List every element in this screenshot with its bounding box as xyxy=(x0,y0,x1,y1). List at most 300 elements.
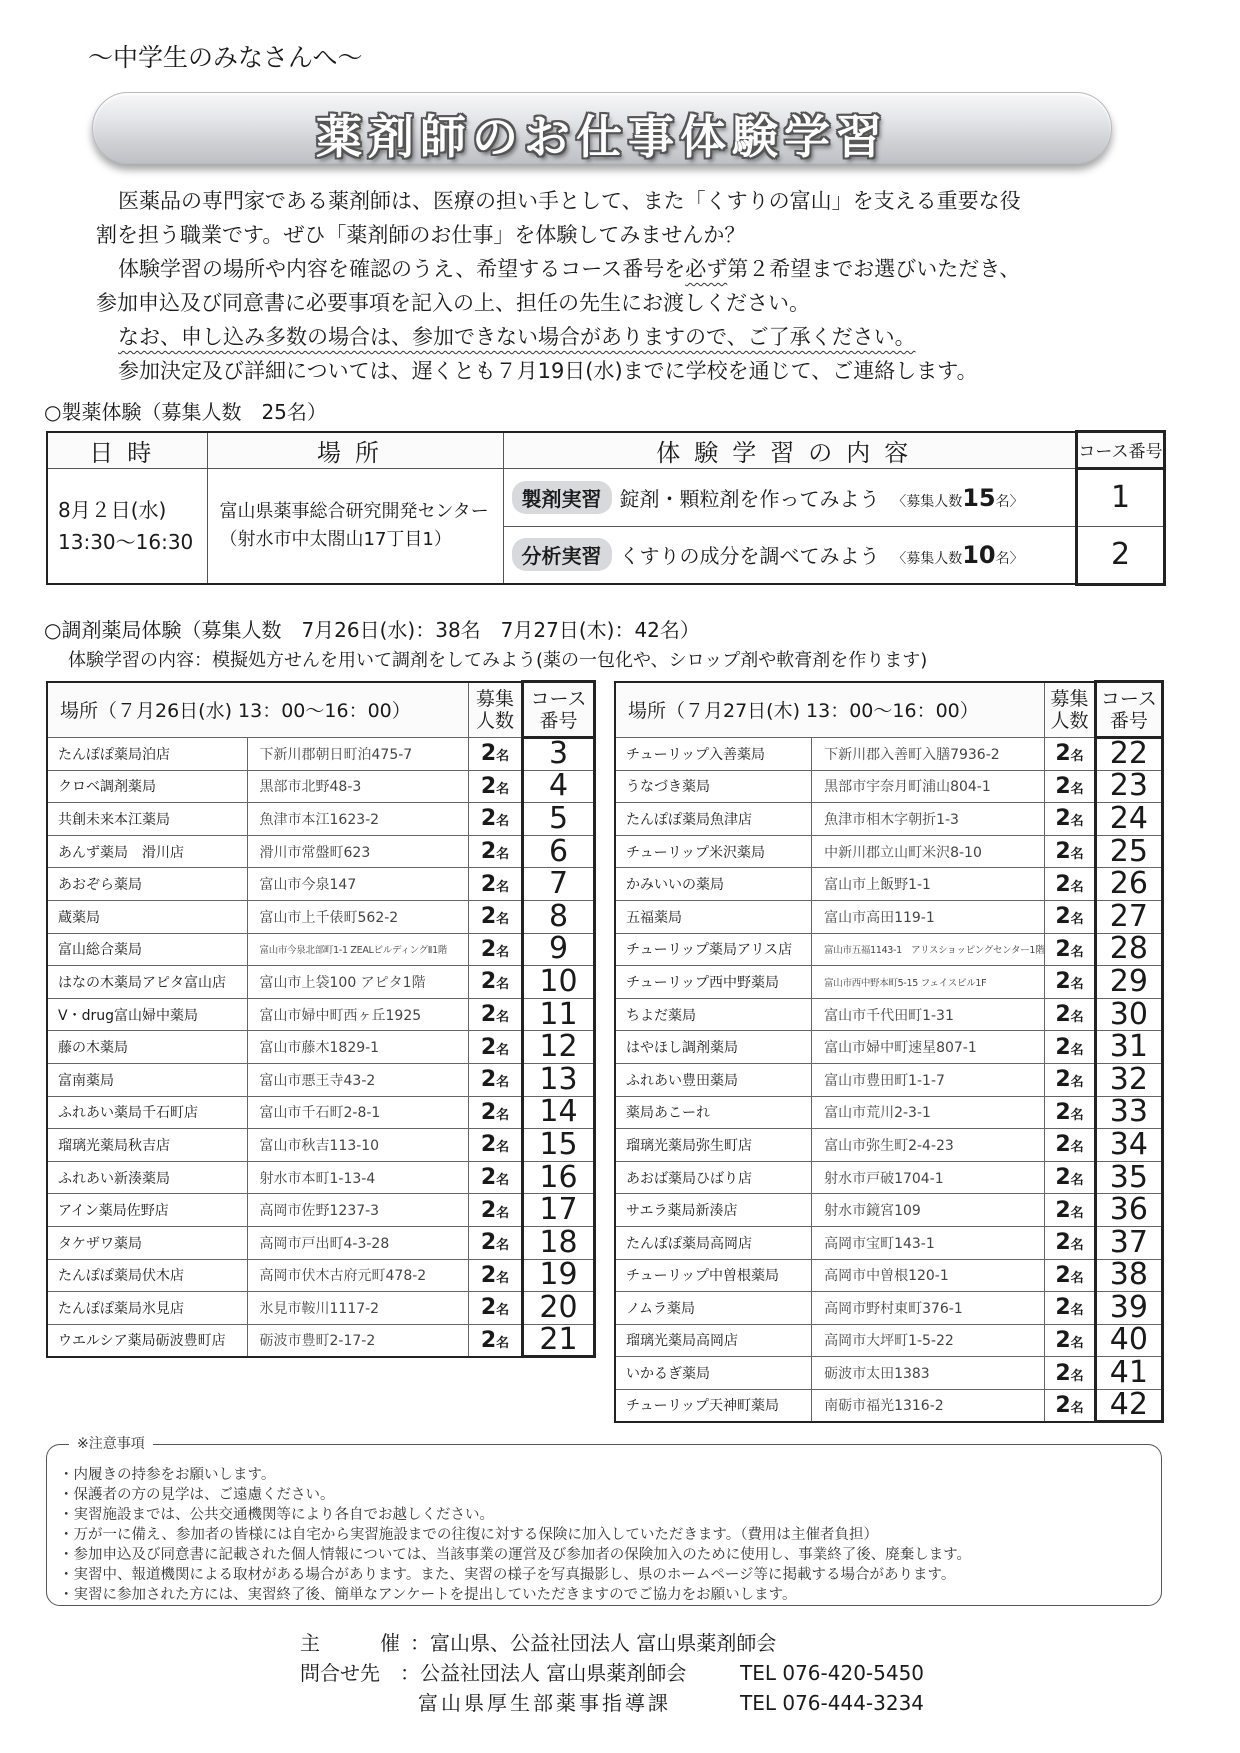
pharmacy-address: 高岡市中曽根120-1 xyxy=(812,1259,1045,1292)
capacity-unit: 名 xyxy=(1070,977,1084,993)
capacity-unit: 名 xyxy=(1070,1238,1084,1254)
header-place: 場所 xyxy=(207,432,503,469)
place-cell xyxy=(207,468,503,584)
pharmacy-name: 共創未来本江薬局 xyxy=(47,803,247,836)
capacity-number: 2 xyxy=(480,1165,497,1191)
capacity-unit: 名 xyxy=(1070,781,1084,797)
capacity-number: 2 xyxy=(1055,1327,1071,1353)
pharmacy-address: 富山市上袋100 アピタ1階 xyxy=(247,966,469,999)
capacity-number: 2 xyxy=(1055,1034,1071,1060)
pharmacy-address: 富山市西中野本町5-15 フェイスビル1F xyxy=(812,966,1045,999)
host-value: ：富山県、公益社団法人 富山県薬剤師会 xyxy=(410,1631,777,1655)
pharmacy-row xyxy=(615,1226,1163,1259)
pharmacy-name: ウエルシア薬局砺波豊町店 xyxy=(47,1324,247,1357)
capacity xyxy=(1045,1063,1095,1096)
pharmacy-address: 射水市鏡宮109 xyxy=(812,1194,1045,1227)
course-number: 39 xyxy=(1095,1292,1162,1325)
capacity xyxy=(1045,803,1095,836)
cap-number: 10 xyxy=(962,541,996,570)
course-number: 41 xyxy=(1095,1357,1162,1390)
capacity-number: 2 xyxy=(1055,904,1071,930)
manufacturing-table xyxy=(46,430,1166,586)
pharmacy-row xyxy=(615,1259,1163,1292)
pharmacy-row xyxy=(615,835,1163,868)
capacity xyxy=(1045,1129,1095,1162)
capacity-number: 2 xyxy=(480,1132,497,1158)
pharmacy-row xyxy=(47,900,595,933)
intro-line: 医薬品の専門家である薬剤師は、医療の担い手として、また「くすりの富山」を支える重要な役 xyxy=(118,189,1021,213)
pharmacy-row xyxy=(47,803,595,836)
pharmacy-row xyxy=(615,1129,1163,1162)
capacity-number: 2 xyxy=(1055,1230,1071,1256)
course-number: 10 xyxy=(523,966,595,999)
capacity-number: 2 xyxy=(1055,1099,1071,1125)
capacity-number: 2 xyxy=(1055,1392,1071,1418)
pharmacy-row xyxy=(615,868,1163,901)
capacity-unit: 名 xyxy=(1070,879,1084,895)
capacity-number: 2 xyxy=(480,1067,497,1093)
pharmacy-address: 富山市千石町2-8-1 xyxy=(247,1096,469,1129)
pharmacy-address: 黒部市北野48-3 xyxy=(247,770,469,803)
contact-label: 問合せ先 xyxy=(300,1661,380,1685)
course-number: 6 xyxy=(523,835,595,868)
header-capacity: 募集人数 xyxy=(469,682,523,738)
course-number: 23 xyxy=(1095,770,1162,803)
course-number: 8 xyxy=(523,900,595,933)
pharmacy-address: 富山市弥生町2-4-23 xyxy=(812,1129,1045,1162)
capacity-unit: 名 xyxy=(496,879,510,895)
pharmacy-address: 高岡市大坪町1-5-22 xyxy=(812,1324,1045,1357)
capacity-unit: 名 xyxy=(1070,1042,1084,1058)
pharmacy-row xyxy=(615,1031,1163,1064)
pharmacy-row xyxy=(47,1259,595,1292)
capacity-number: 2 xyxy=(480,969,497,995)
course-number: 29 xyxy=(1095,966,1162,999)
capacity xyxy=(469,1194,523,1227)
capacity-unit: 名 xyxy=(1070,1368,1084,1384)
pharmacy-row xyxy=(47,933,595,966)
pharmacy-address: 富山市荒川2-3-1 xyxy=(812,1096,1045,1129)
pharmacy-name: サエラ薬局新湊店 xyxy=(615,1194,812,1227)
pharmacy-name: チューリップ入善薬局 xyxy=(615,738,812,771)
capacity-unit: 名 xyxy=(1070,1140,1084,1156)
course-number: 24 xyxy=(1095,803,1162,836)
pharmacy-name: ノムラ薬局 xyxy=(615,1292,812,1325)
course-number: 17 xyxy=(523,1194,595,1227)
capacity-unit: 名 xyxy=(1070,1270,1084,1286)
place-address: （射水市中太閤山17丁目1） xyxy=(219,528,452,550)
capacity-unit: 名 xyxy=(496,781,510,797)
pharmacy-row xyxy=(47,738,595,771)
pharmacy-name: 藤の木薬局 xyxy=(47,1031,247,1064)
pharmacy-name: ふれあい薬局千石町店 xyxy=(47,1096,247,1129)
course-number: 1 xyxy=(1077,468,1165,526)
capacity xyxy=(1045,770,1095,803)
pharmacy-row xyxy=(615,1161,1163,1194)
pharmacy-address: 砺波市豊町2-17-2 xyxy=(247,1324,469,1357)
capacity xyxy=(1045,1161,1095,1194)
capacity-unit: 名 xyxy=(496,847,510,863)
pharmacy-name: はなの木薬局アピタ富山店 xyxy=(47,966,247,999)
pharmacy-address: 富山市五福1143-1 アリスショッピングセンター1階 xyxy=(812,933,1045,966)
intro-line xyxy=(96,252,1146,286)
pharmacy-name: チューリップ西中野薬局 xyxy=(615,966,812,999)
capacity-number: 2 xyxy=(480,806,497,832)
spacer xyxy=(300,1688,418,1718)
page-title: 薬剤師のお仕事体験学習 xyxy=(316,110,888,164)
course-number: 40 xyxy=(1095,1324,1162,1357)
note-item: ・実習に参加された方には、実習終了後、簡単なアンケートを提出していただきますのでご協力をお願いします。 xyxy=(59,1587,797,1603)
course-number: 12 xyxy=(523,1031,595,1064)
pharmacy-row xyxy=(47,1063,595,1096)
header-course: コース番号 xyxy=(1077,432,1165,469)
capacity-unit: 名 xyxy=(496,912,510,928)
cap-suffix: 名〉 xyxy=(995,493,1024,510)
intro-text xyxy=(96,184,1146,388)
pharmacy-row xyxy=(615,1063,1163,1096)
capacity xyxy=(1045,1389,1095,1422)
pharmacy-address: 射水市戸破1704-1 xyxy=(812,1161,1045,1194)
pharmacy-name: 富山総合薬局 xyxy=(47,933,247,966)
capacity xyxy=(1045,900,1095,933)
capacity xyxy=(1045,1226,1095,1259)
capacity xyxy=(1045,1096,1095,1129)
cap-prefix: 〈募集人数 xyxy=(892,551,963,568)
cap-number: 15 xyxy=(962,483,996,512)
course-number: 14 xyxy=(523,1096,595,1129)
pharmacy-row xyxy=(47,998,595,1031)
course-number: 9 xyxy=(523,933,595,966)
header-place: 場所（７月26日(水) 13：00～16：00） xyxy=(47,682,469,738)
capacity-number: 2 xyxy=(480,741,497,767)
capacity-unit: 名 xyxy=(496,749,510,765)
course-desc: くすりの成分を調べてみよう xyxy=(619,544,880,569)
pharmacy-name: ふれあい新湊薬局 xyxy=(47,1161,247,1194)
pharmacy-row xyxy=(615,1096,1163,1129)
capacity-number: 2 xyxy=(480,1230,497,1256)
header-date: 日時 xyxy=(47,432,207,469)
intro-line: 割を担う職業です。ぜひ「薬剤師のお仕事」を体験してみませんか？ xyxy=(96,223,746,247)
pharmacy-table-day2 xyxy=(614,680,1164,1423)
capacity-number: 2 xyxy=(480,904,497,930)
course-number: 11 xyxy=(523,998,595,1031)
capacity-unit: 名 xyxy=(1070,847,1084,863)
course-number: 33 xyxy=(1095,1096,1162,1129)
contact-org: 富山県厚生部薬事指導課 xyxy=(418,1691,671,1715)
contact-tel: TEL 076-444-3234 xyxy=(740,1691,925,1715)
pharmacy-row xyxy=(615,1292,1163,1325)
pharmacy-name: あおば薬局ひばり店 xyxy=(615,1161,812,1194)
capacity-unit: 名 xyxy=(1070,1400,1084,1416)
pharmacy-name: チューリップ天神町薬局 xyxy=(615,1389,812,1422)
capacity-number: 2 xyxy=(1055,871,1071,897)
course-number: 4 xyxy=(523,770,595,803)
pharmacy-address: 魚津市本江1623-2 xyxy=(247,803,469,836)
course-number: 36 xyxy=(1095,1194,1162,1227)
pharmacy-row xyxy=(615,1194,1163,1227)
course-number: 20 xyxy=(523,1292,595,1325)
capacity-number: 2 xyxy=(1055,969,1071,995)
pharmacy-name: チューリップ薬局アリス店 xyxy=(615,933,812,966)
capacity-number: 2 xyxy=(1055,741,1071,767)
capacity-unit: 名 xyxy=(1070,912,1084,928)
capacity xyxy=(1045,1259,1095,1292)
pharmacy-row xyxy=(615,966,1163,999)
course-desc: 錠剤・顆粒剤を作ってみよう xyxy=(619,486,880,511)
pharmacy-row xyxy=(47,868,595,901)
pharmacy-row xyxy=(615,1389,1163,1422)
capacity-number: 2 xyxy=(1055,1165,1071,1191)
date-cell xyxy=(47,468,207,584)
header-course: コース番号 xyxy=(523,682,595,738)
capacity-number: 2 xyxy=(1055,1262,1071,1288)
course-number: 15 xyxy=(523,1129,595,1162)
pharmacy-row xyxy=(615,803,1163,836)
capacity-unit: 名 xyxy=(1070,1173,1084,1189)
capacity xyxy=(469,1063,523,1096)
capacity xyxy=(469,770,523,803)
pharmacy-address: 富山市婦中町速星807-1 xyxy=(812,1031,1045,1064)
pharmacy-row xyxy=(47,1226,595,1259)
pharmacy-row xyxy=(615,738,1163,771)
pharmacy-address: 射水市本町1-13-4 xyxy=(247,1161,469,1194)
course-number: 32 xyxy=(1095,1063,1162,1096)
capacity-number: 2 xyxy=(1055,936,1071,962)
pharmacy-name: いかるぎ薬局 xyxy=(615,1357,812,1390)
host-row xyxy=(300,1628,924,1658)
header-capacity: 募集人数 xyxy=(1045,682,1095,738)
capacity xyxy=(1045,1031,1095,1064)
cap-prefix: 〈募集人数 xyxy=(892,493,963,510)
pharmacy-name: かみいいの薬局 xyxy=(615,868,812,901)
capacity-unit: 名 xyxy=(1070,1205,1084,1221)
capacity-number: 2 xyxy=(1055,1295,1071,1321)
pharmacy-row xyxy=(47,1292,595,1325)
capacity-unit: 名 xyxy=(1070,1335,1084,1351)
pharmacy-name: アイン薬局佐野店 xyxy=(47,1194,247,1227)
contact-tel: TEL 076-420-5450 xyxy=(740,1661,925,1685)
pharmacy-name: あおぞら薬局 xyxy=(47,868,247,901)
pharmacy-name: 瑠璃光薬局秋吉店 xyxy=(47,1129,247,1162)
course-content xyxy=(503,468,1077,526)
pharmacy-address: 黒部市宇奈月町浦山804-1 xyxy=(812,770,1045,803)
course-number: 19 xyxy=(523,1259,595,1292)
capacity-number: 2 xyxy=(1055,773,1071,799)
pharmacy-address: 富山市千代田町1-31 xyxy=(812,998,1045,1031)
course-number: 30 xyxy=(1095,998,1162,1031)
course-number: 28 xyxy=(1095,933,1162,966)
pharmacy-address: 砺波市太田1383 xyxy=(812,1357,1045,1390)
capacity xyxy=(1045,835,1095,868)
pharmacy-address: 魚津市相木字朝折1-3 xyxy=(812,803,1045,836)
course-number: 5 xyxy=(523,803,595,836)
capacity-unit: 名 xyxy=(496,814,510,830)
pharmacy-row xyxy=(47,1194,595,1227)
place-name: 富山県薬事総合研究開発センター xyxy=(219,500,489,522)
capacity-unit: 名 xyxy=(1070,1010,1084,1026)
course-number: 34 xyxy=(1095,1129,1162,1162)
capacity xyxy=(1045,868,1095,901)
capacity xyxy=(469,1031,523,1064)
notice-text: なお、申し込み多数の場合は、参加できない場合がありますので、ご了承ください。 xyxy=(118,325,916,349)
pharmacy-row xyxy=(615,933,1163,966)
pharmacy-name: ちよだ薬局 xyxy=(615,998,812,1031)
pharmacy-address: 高岡市宝町143-1 xyxy=(812,1226,1045,1259)
capacity-number: 2 xyxy=(480,871,497,897)
capacity xyxy=(469,998,523,1031)
pharmacy-row xyxy=(47,966,595,999)
pharmacy-address: 中新川郡立山町米沢8-10 xyxy=(812,835,1045,868)
notes-box xyxy=(46,1436,1162,1606)
capacity xyxy=(469,868,523,901)
pharmacy-name: チューリップ中曽根薬局 xyxy=(615,1259,812,1292)
capacity xyxy=(469,966,523,999)
pharmacy-table-day1 xyxy=(46,680,596,1358)
course-number: 22 xyxy=(1095,738,1162,771)
contact-row xyxy=(300,1688,924,1718)
host-label-part: 催 xyxy=(380,1631,400,1655)
capacity-unit: 名 xyxy=(496,1075,510,1091)
capacity-unit: 名 xyxy=(1070,944,1084,960)
course-number: 37 xyxy=(1095,1226,1162,1259)
course-number: 38 xyxy=(1095,1259,1162,1292)
contact-row xyxy=(300,1658,924,1688)
pharmacy-name: 富南薬局 xyxy=(47,1063,247,1096)
footer xyxy=(300,1628,924,1718)
capacity-unit: 名 xyxy=(1070,814,1084,830)
note-item: ・万が一に備え、参加者の皆様には自宅から実習施設までの往復に対する保険に加入していただきます。（費用は主催者負担） xyxy=(59,1527,878,1543)
pharmacy-address: 富山市悪王寺43-2 xyxy=(247,1063,469,1096)
course-tag: 分析実習 xyxy=(512,538,612,571)
intro-text-part: 第２希望までお選びいただき、 xyxy=(727,257,1021,281)
emphasis-text: 必ず xyxy=(685,257,728,281)
capacity xyxy=(1045,1292,1095,1325)
pharmacy-row xyxy=(47,1324,595,1357)
capacity xyxy=(469,1324,523,1357)
pharmacy-name: たんぽぽ薬局高岡店 xyxy=(615,1226,812,1259)
note-item: ・実習中、報道機関による取材がある場合があります。また、実習の様子を写真撮影し、県のホームページ等に掲載する場合があります。 xyxy=(59,1567,956,1583)
pharmacy-name: 薬局あこーれ xyxy=(615,1096,812,1129)
capacity-unit: 名 xyxy=(496,1042,510,1058)
course-number: 27 xyxy=(1095,900,1162,933)
capacity xyxy=(1045,933,1095,966)
capacity-number: 2 xyxy=(480,1295,497,1321)
capacity xyxy=(1045,966,1095,999)
intro-line: 参加決定及び詳細については、遅くとも７月19日(水)までに学校を通じて、ご連絡します。 xyxy=(118,359,978,383)
cap-suffix: 名〉 xyxy=(995,551,1024,568)
event-time: 13:30～16:30 xyxy=(58,529,194,554)
capacity-unit: 名 xyxy=(496,1303,510,1319)
capacity-unit: 名 xyxy=(496,1270,510,1286)
capacity-number: 2 xyxy=(480,936,497,962)
capacity-number: 2 xyxy=(1055,1360,1071,1386)
title-banner xyxy=(92,92,1112,164)
pharmacy-row xyxy=(615,900,1163,933)
capacity-number: 2 xyxy=(480,1262,497,1288)
capacity-unit: 名 xyxy=(496,977,510,993)
pharmacy-address: 高岡市佐野1237-3 xyxy=(247,1194,469,1227)
pharmacy-content: 体験学習の内容：模擬処方せんを用いて調剤をしてみよう(薬の一包化や、シロップ剤や軟膏剤を作ります) xyxy=(68,650,928,671)
pharmacy-address: 高岡市伏木古府元町478-2 xyxy=(247,1259,469,1292)
pharmacy-address: 富山市秋吉113-10 xyxy=(247,1129,469,1162)
pharmacy-row xyxy=(47,1129,595,1162)
note-item: ・参加申込及び同意書に記載された個人情報については、当該事業の運営及び参加者の保険加入のために使用し、事業終了後、廃棄します。 xyxy=(59,1547,972,1563)
page-subtitle: ～中学生のみなさんへ～ xyxy=(88,43,363,72)
capacity-unit: 名 xyxy=(1070,1107,1084,1123)
capacity xyxy=(469,1096,523,1129)
pharmacy-address: 富山市今泉147 xyxy=(247,868,469,901)
event-date: 8月２日(水) xyxy=(58,497,167,522)
contact-org: ：公益社団法人 富山県薬剤師会 xyxy=(400,1661,687,1685)
pharmacy-name: 瑠璃光薬局弥生町店 xyxy=(615,1129,812,1162)
pharmacy-name: たんぽぽ薬局魚津店 xyxy=(615,803,812,836)
capacity xyxy=(469,1226,523,1259)
course-number: 7 xyxy=(523,868,595,901)
capacity xyxy=(1045,1194,1095,1227)
pharmacy-address: 富山市今泉北部町1-1 ZEALビルディングⅡ1階 xyxy=(247,933,469,966)
capacity xyxy=(1045,738,1095,771)
pharmacy-name: はやほし調剤薬局 xyxy=(615,1031,812,1064)
course-number: 16 xyxy=(523,1161,595,1194)
host-label-part: 主 xyxy=(300,1631,320,1655)
capacity-unit: 名 xyxy=(496,1010,510,1026)
note-item: ・実習施設までは、公共交通機関等により各自でお越しください。 xyxy=(59,1507,494,1523)
manufacturing-section-title: ○製薬体験（募集人数 25名） xyxy=(44,400,327,424)
pharmacy-row xyxy=(615,1324,1163,1357)
capacity-number: 2 xyxy=(1055,1132,1071,1158)
pharmacy-name: たんぽぽ薬局氷見店 xyxy=(47,1292,247,1325)
pharmacy-row xyxy=(47,1161,595,1194)
capacity xyxy=(1045,998,1095,1031)
course-number: 26 xyxy=(1095,868,1162,901)
pharmacy-address: 高岡市戸出町4-3-28 xyxy=(247,1226,469,1259)
capacity xyxy=(469,738,523,771)
capacity-unit: 名 xyxy=(496,1335,510,1351)
pharmacy-name: たんぽぽ薬局伏木店 xyxy=(47,1259,247,1292)
capacity xyxy=(469,933,523,966)
pharmacy-address: 滑川市常盤町623 xyxy=(247,835,469,868)
intro-line xyxy=(96,320,1146,354)
course-number: 21 xyxy=(523,1324,595,1357)
course-number: 2 xyxy=(1077,526,1165,584)
capacity-unit: 名 xyxy=(496,944,510,960)
capacity-number: 2 xyxy=(1055,1067,1071,1093)
intro-line: 参加申込及び同意書に必要事項を記入の上、担任の先生にお渡しください。 xyxy=(96,291,810,315)
capacity-number: 2 xyxy=(480,1034,497,1060)
pharmacy-name: タケザワ薬局 xyxy=(47,1226,247,1259)
course-number: 35 xyxy=(1095,1161,1162,1194)
capacity xyxy=(469,803,523,836)
course-number: 3 xyxy=(523,738,595,771)
capacity-number: 2 xyxy=(480,1099,497,1125)
capacity xyxy=(469,1292,523,1325)
capacity-number: 2 xyxy=(480,773,497,799)
header-content: 体験学習の内容 xyxy=(503,432,1077,469)
pharmacy-name: 瑠璃光薬局高岡店 xyxy=(615,1324,812,1357)
capacity-unit: 名 xyxy=(496,1173,510,1189)
pharmacy-row xyxy=(47,835,595,868)
course-content xyxy=(503,526,1077,584)
course-number: 31 xyxy=(1095,1031,1162,1064)
note-item: ・内履きの持参をお願いします。 xyxy=(59,1467,276,1483)
pharmacy-name: たんぽぽ薬局泊店 xyxy=(47,738,247,771)
capacity-unit: 名 xyxy=(496,1205,510,1221)
pharmacy-address: 高岡市野村東町376-1 xyxy=(812,1292,1045,1325)
capacity xyxy=(1045,1357,1095,1390)
pharmacy-row xyxy=(615,1357,1163,1390)
capacity-number: 2 xyxy=(1055,839,1071,865)
capacity xyxy=(469,1129,523,1162)
